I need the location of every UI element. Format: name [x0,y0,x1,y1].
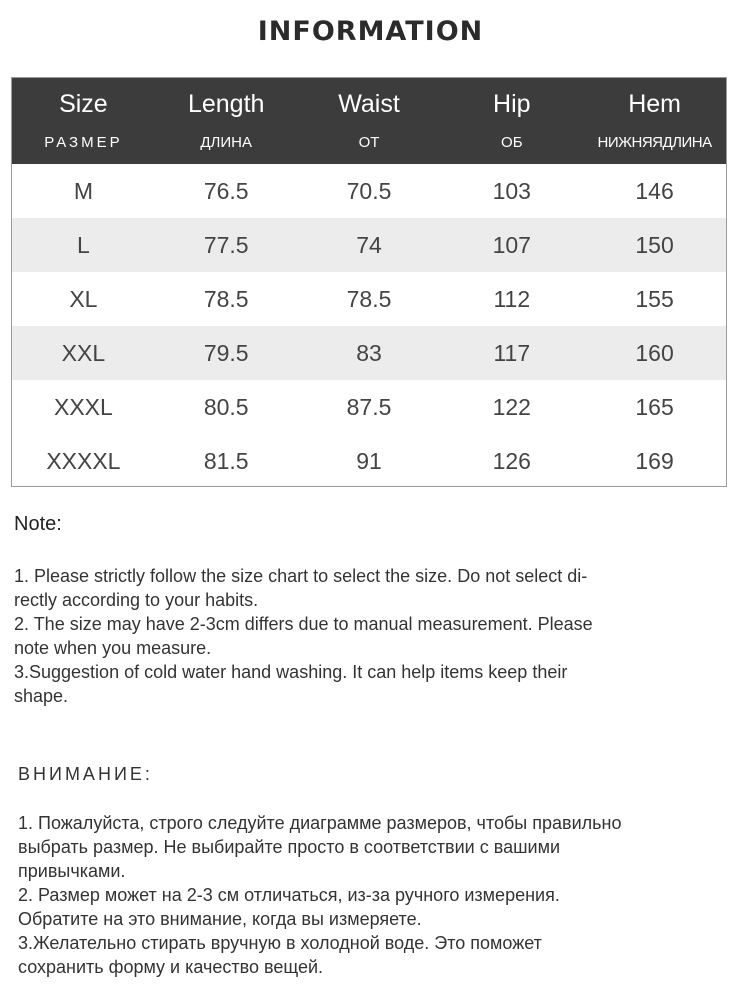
cell-size: XL [69,285,98,312]
header-label-ru: РАЗМЕР [44,134,123,151]
cell-length: 78.5 [203,285,249,312]
cell-size: XXXXL [46,447,121,474]
note-title: Note: [14,513,62,535]
header-waist [298,78,441,164]
cell-waist: 70.5 [346,177,392,204]
cell-hip: 122 [492,393,531,420]
note-line: rectly according to your habits. [14,590,259,610]
size-table [11,77,727,487]
table-row [12,434,726,488]
table-row [12,164,726,218]
cell-hip: 117 [493,339,531,366]
note-line: 3.Suggestion of cold water hand washing. It can help items keep their [14,662,568,682]
cell-hip: 103 [492,177,531,204]
cell-waist: 87.5 [346,393,392,420]
header-label-ru: ОБ [501,134,523,151]
header-hip [440,78,583,164]
cell-waist: 83 [356,339,382,366]
note-line: сохранить форму и качество вещей. [18,957,324,977]
note-line: Обратите на это внимание, когда вы измеряете. [18,909,422,929]
cell-hem: 169 [635,447,674,474]
cell-size: L [77,231,90,258]
note-title: ВНИМАНИЕ: [18,764,153,784]
cell-length: 80.5 [203,393,249,420]
table-row [12,380,726,434]
header-label-en: Length [187,90,265,118]
cell-hem: 160 [635,339,674,366]
note-russian [18,764,733,979]
cell-hem: 150 [635,231,674,258]
note-line: 3.Желательно стирать вручную в холодной воде. Это поможет [18,933,542,953]
cell-waist: 91 [356,447,382,474]
cell-length: 76.5 [203,177,249,204]
table-row [12,272,726,326]
cell-size: XXL [61,339,106,366]
cell-length: 81.5 [203,447,249,474]
note-line: выбрать размер. Не выбирайте просто в соответствии с вашими [18,837,561,857]
cell-length: 79.5 [203,339,249,366]
note-line: shape. [14,686,69,706]
cell-hip: 126 [492,447,531,474]
note-line: note when you measure. [14,638,212,658]
header-label-ru: ОТ [358,134,380,151]
note-body [18,811,733,979]
note-english [14,513,729,708]
header-size [12,78,155,164]
note-line: 2. Размер может на 2-3 см отличаться, из-за ручного измерения. [18,885,560,905]
cell-hem: 146 [635,177,674,204]
table-row [12,326,726,380]
note-line: 1. Пожалуйста, строго следуйте диаграмме размеров, чтобы правильно [18,813,622,833]
cell-hip: 107 [492,231,531,258]
header-label-ru: НИЖНЯЯДЛИНА [597,134,712,151]
page-title: INFORMATION [257,16,484,47]
note-line: привычками. [18,861,126,881]
cell-size: XXXL [53,393,113,420]
header-label-en: Waist [338,90,400,118]
header-label-en: Hip [493,90,531,118]
cell-hem: 155 [635,285,674,312]
header-length [155,78,298,164]
cell-length: 77.5 [203,231,249,258]
header-label-ru: ДЛИНА [200,134,252,151]
cell-waist: 74 [356,231,382,258]
header-label-en: Size [59,90,108,118]
header-hem [583,78,726,164]
cell-hem: 165 [635,393,674,420]
note-body [14,564,729,708]
table-header [12,78,726,164]
cell-size: M [73,177,93,204]
note-line: 2. The size may have 2-3cm differs due to manual measurement. Please [14,614,593,634]
cell-waist: 78.5 [346,285,392,312]
table-row [12,218,726,272]
note-line: 1. Please strictly follow the size chart to select the size. Do not select di- [14,566,588,586]
header-label-en: Hem [628,90,681,118]
cell-hip: 112 [493,285,531,312]
